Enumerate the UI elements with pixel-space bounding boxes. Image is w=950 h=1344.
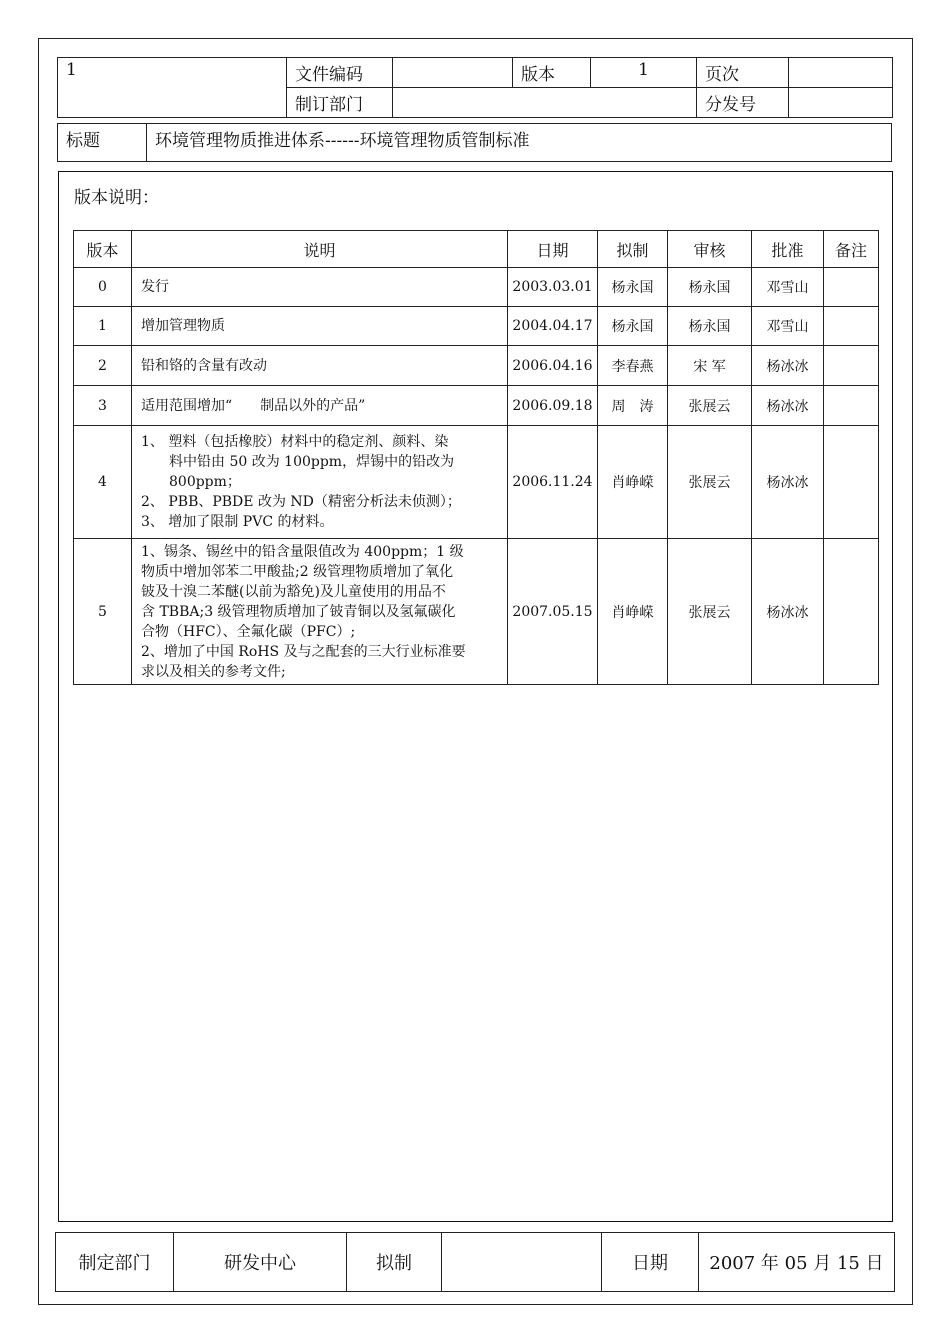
description-line: 1、锡条、锡丝中的铅含量限值改为 400ppm；1 级 [141,543,464,560]
col-header-description: 说明 [132,231,508,268]
revision-date: 2003.03.01 [508,268,598,307]
revision-approver: 邓雪山 [752,307,824,346]
description-line: 2、 PBB、PBDE 改为 ND（精密分析法未侦测）； [141,494,461,510]
footer-date-value: 2007 年 05 月 15 日 [699,1233,895,1292]
col-header-drafter: 拟制 [598,231,668,268]
description-line: 物质中增加邻苯二甲酸盐;2 级管理物质增加了氧化 [141,563,454,580]
revision-version: 1 [74,307,132,346]
revision-note [824,386,879,426]
revision-table [73,230,879,685]
col-header-reviewer: 审核 [668,231,752,268]
page-value [789,58,893,88]
footer-drafter-value [442,1233,602,1292]
description-line: 发行 [141,279,169,295]
footer-table [55,1232,895,1292]
revision-table-header [74,231,879,268]
table-row [74,268,879,307]
revision-description [132,386,508,426]
document-title: 环境管理物质推进体系------环境管理物质管制标准 [147,124,892,162]
col-header-note: 备注 [824,231,879,268]
revision-date: 2006.11.24 [508,426,598,539]
title-label: 标题 [58,124,147,162]
col-header-date: 日期 [508,231,598,268]
revision-reviewer: 杨永国 [668,307,752,346]
table-row [74,426,879,539]
revision-date: 2004.04.17 [508,307,598,346]
revision-version: 4 [74,426,132,539]
revision-approver: 杨冰冰 [752,386,824,426]
description-line: 求以及相关的参考文件; [141,663,286,680]
dept-value [393,88,697,118]
doc-code-value [393,58,513,88]
table-row [74,539,879,685]
doc-code-label: 文件编码 [287,58,393,88]
revision-note [824,307,879,346]
revision-description [132,539,508,685]
revision-drafter: 肖峥嵘 [598,426,668,539]
revision-drafter: 周 涛 [598,386,668,426]
description-line: 含 TBBA;3 级管理物质增加了铍青铜以及氢氟碳化 [141,603,456,620]
revision-section-label: 版本说明： [74,188,159,208]
dept-label: 制订部门 [287,88,393,118]
page-label: 页次 [697,58,789,88]
revision-date: 2007.05.15 [508,539,598,685]
revision-approver: 杨冰冰 [752,346,824,386]
col-header-version: 版本 [74,231,132,268]
description-line: 3、 增加了限制 PVC 的材料。 [141,514,334,530]
description-line: 800ppm； [169,474,241,490]
revision-date: 2006.09.18 [508,386,598,426]
revision-drafter: 杨永国 [598,307,668,346]
revision-description [132,426,508,539]
revision-description [132,346,508,386]
dist-label: 分发号 [697,88,789,118]
revision-version: 2 [74,346,132,386]
table-row [74,386,879,426]
revision-drafter: 杨永国 [598,268,668,307]
description-line: 1、 塑料（包括橡胶）材料中的稳定剂、颜料、染 [141,434,449,450]
revision-drafter: 肖峥嵘 [598,539,668,685]
revision-reviewer: 张展云 [668,386,752,426]
revision-note [824,426,879,539]
table-row [74,307,879,346]
dist-value [789,88,893,118]
description-line: 料中铅由 50 改为 100ppm，焊锡中的铅改为 [169,454,455,470]
revision-version: 0 [74,268,132,307]
footer-date-label: 日期 [602,1233,699,1292]
title-table [57,123,892,162]
document-header-table [57,57,893,118]
description-line: 铍及十溴二苯醚(以前为豁免)及儿童使用的用品不 [141,583,446,600]
revision-note [824,346,879,386]
description-line: 适用范围增加“ 制品以外的产品” [141,397,366,414]
revision-approver: 邓雪山 [752,268,824,307]
revision-version: 5 [74,539,132,685]
table-row [74,346,879,386]
revision-note [824,268,879,307]
revision-reviewer: 宋 军 [668,346,752,386]
revision-approver: 杨冰冰 [752,426,824,539]
description-line: 2、增加了中国 RoHS 及与之配套的三大行业标准要 [141,643,466,660]
description-line: 增加管理物质 [141,318,225,334]
footer-dept-label: 制定部门 [56,1233,174,1292]
revision-reviewer: 张展云 [668,426,752,539]
revision-reviewer: 杨永国 [668,268,752,307]
footer-drafter-label: 拟制 [347,1233,442,1292]
revision-approver: 杨冰冰 [752,539,824,685]
description-line: 铅和铬的含量有改动 [141,357,267,374]
revision-note [824,539,879,685]
description-line: 合物（HFC）、全氟化碳（PFC）; [141,623,356,640]
revision-date: 2006.04.16 [508,346,598,386]
footer-dept-value: 研发中心 [174,1233,347,1292]
version-value: 1 [591,58,697,88]
page-number: 1 [58,58,287,118]
revision-version: 3 [74,386,132,426]
version-label: 版本 [513,58,591,88]
revision-description [132,307,508,346]
revision-reviewer: 张展云 [668,539,752,685]
revision-drafter: 李春燕 [598,346,668,386]
col-header-approver: 批准 [752,231,824,268]
revision-description [132,268,508,307]
